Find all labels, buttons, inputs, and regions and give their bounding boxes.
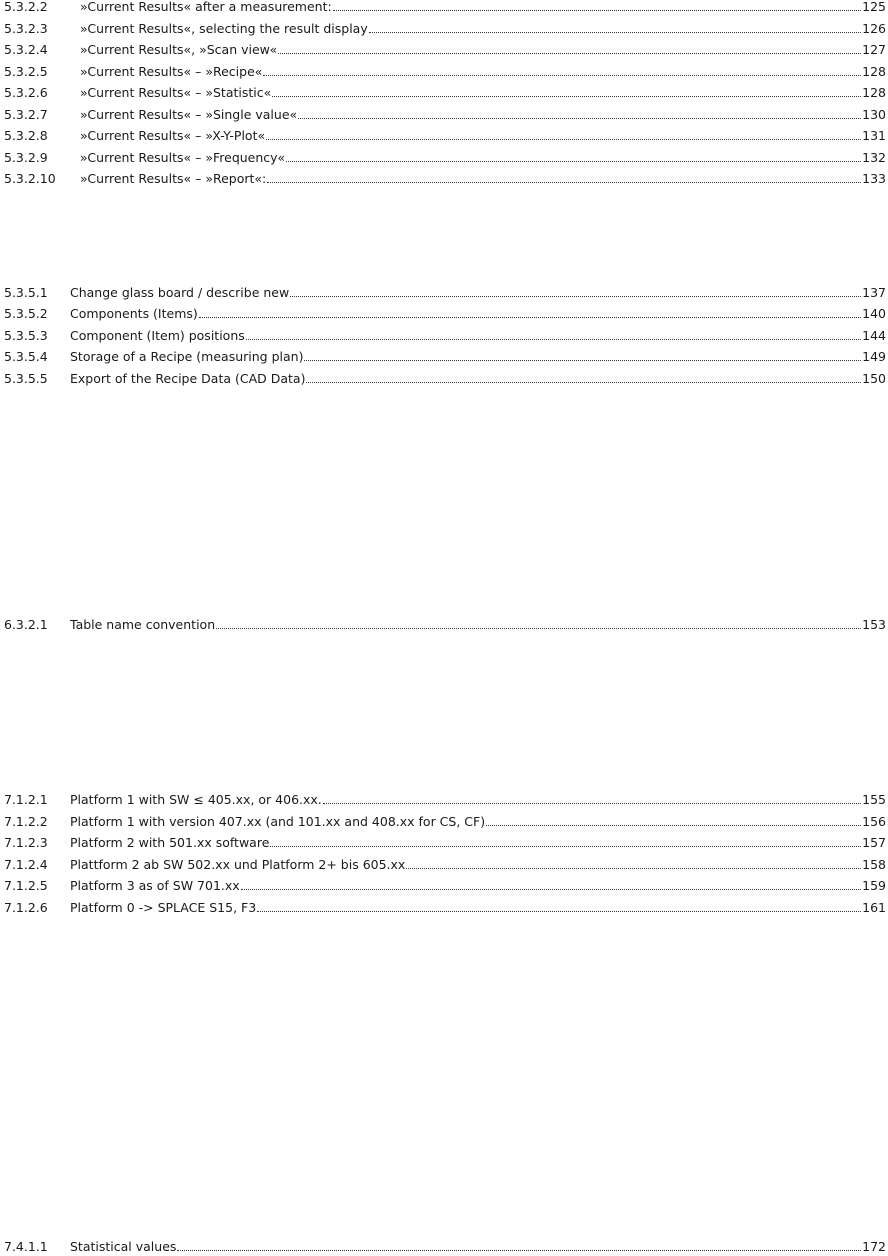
toc-entry-number: 7.1.2.6 [4, 900, 48, 915]
toc-entry-page: 131 [862, 128, 886, 143]
toc-entry[interactable] [4, 327, 886, 345]
toc-entry-page: 157 [862, 835, 886, 850]
toc-entry-number: 5.3.5.4 [4, 349, 48, 364]
toc-entry-page: 137 [862, 285, 886, 300]
toc-entry[interactable] [4, 63, 886, 81]
toc-entry[interactable] [4, 305, 886, 323]
toc-leader-dots [216, 616, 861, 629]
toc-entry[interactable] [4, 1238, 886, 1256]
toc-entry-number: 7.4.1.1 [4, 1239, 48, 1254]
toc-entry-title: »Current Results« – »X-Y-Plot« [80, 128, 266, 143]
toc-entry-title: Platform 0 -> SPLACE S15, F3 [70, 900, 257, 915]
toc-entry-title: »Current Results« – »Frequency« [80, 150, 285, 165]
toc-entry-number: 5.3.2.9 [4, 150, 48, 165]
toc-entry[interactable] [4, 791, 886, 809]
toc-entry-number: 5.3.2.2 [4, 0, 48, 14]
toc-entry[interactable] [4, 149, 886, 167]
toc-leader-dots [486, 813, 861, 826]
toc-entry-page: 172 [862, 1239, 886, 1254]
toc-leader-dots [257, 899, 861, 912]
toc-entry[interactable] [4, 0, 886, 16]
toc-entry-title: »Current Results«, »Scan view« [80, 42, 278, 57]
toc-entry-title: Statistical values [70, 1239, 177, 1254]
toc-entry-page: 156 [862, 814, 886, 829]
toc-entry[interactable] [4, 127, 886, 145]
toc-leader-dots [272, 84, 861, 97]
toc-entry-page: 153 [862, 617, 886, 632]
toc-entry[interactable] [4, 899, 886, 917]
toc-entry[interactable] [4, 170, 886, 188]
toc-entry-page: 144 [862, 328, 886, 343]
toc-entry-title: »Current Results« – »Single value« [80, 107, 298, 122]
toc-entry-number: 7.1.2.3 [4, 835, 48, 850]
toc-entry-page: 126 [862, 21, 886, 36]
toc-entry-title: Platform 2 with 501.xx software [70, 835, 270, 850]
toc-entry-number: 5.3.2.8 [4, 128, 48, 143]
toc-entry-number: 7.1.2.5 [4, 878, 48, 893]
toc-entry-page: 132 [862, 150, 886, 165]
toc-entry-title: Storage of a Recipe (measuring plan) [70, 349, 304, 364]
toc-entry-title: Platform 1 with version 407.xx (and 101.xx and 408.xx for CS, CF) [70, 814, 486, 829]
toc-leader-dots [369, 20, 861, 33]
toc-entry-number: 5.3.5.3 [4, 328, 48, 343]
toc-entry-title: Change glass board / describe new [70, 285, 290, 300]
toc-entry-title: Platform 3 as of SW 701.xx [70, 878, 240, 893]
toc-entry-title: »Current Results« – »Report«: [80, 171, 267, 186]
toc-entry-page: 140 [862, 306, 886, 321]
toc-entry-title: Component (Item) positions [70, 328, 245, 343]
toc-entry-number: 6.3.2.1 [4, 617, 48, 632]
toc-entry-page: 130 [862, 107, 886, 122]
toc-leader-dots [246, 327, 861, 340]
toc-entry-title: Platform 1 with SW ≤ 405.xx, or 406.xx. [70, 792, 322, 807]
toc-entry[interactable] [4, 284, 886, 302]
toc-entry-title: »Current Results«, selecting the result display [80, 21, 368, 36]
toc-entry-number: 7.1.2.2 [4, 814, 48, 829]
toc-entry-title: Plattform 2 ab SW 502.xx und Platform 2+ bis 605.xx [70, 857, 406, 872]
toc-leader-dots [278, 41, 861, 54]
toc-entry-title: »Current Results« – »Recipe« [80, 64, 263, 79]
toc-entry[interactable] [4, 616, 886, 634]
toc-entry[interactable] [4, 813, 886, 831]
toc-entry[interactable] [4, 348, 886, 366]
toc-leader-dots [333, 0, 861, 11]
toc-entry-number: 5.3.5.2 [4, 306, 48, 321]
toc-entry-page: 159 [862, 878, 886, 893]
toc-entry[interactable] [4, 834, 886, 852]
toc-leader-dots [406, 856, 861, 869]
toc-entry-number: 5.3.5.5 [4, 371, 48, 386]
toc-leader-dots [304, 348, 861, 361]
toc-entry-title: »Current Results« – »Statistic« [80, 85, 272, 100]
toc-entry[interactable] [4, 856, 886, 874]
toc-leader-dots [286, 149, 861, 162]
toc-leader-dots [177, 1238, 861, 1251]
toc-leader-dots [267, 170, 861, 183]
toc-entry-page: 158 [862, 857, 886, 872]
toc-entry-page: 127 [862, 42, 886, 57]
toc-entry[interactable] [4, 106, 886, 124]
toc-entry-number: 5.3.2.4 [4, 42, 48, 57]
toc-leader-dots [290, 284, 861, 297]
toc-entry-title: Table name convention [70, 617, 216, 632]
toc-entry[interactable] [4, 84, 886, 102]
toc-entry-page: 149 [862, 349, 886, 364]
toc-leader-dots [298, 106, 861, 119]
toc-entry-title: Export of the Recipe Data (CAD Data) [70, 371, 306, 386]
toc-entry-number: 5.3.5.1 [4, 285, 48, 300]
toc-entry-page: 128 [862, 85, 886, 100]
toc-entry-number: 7.1.2.4 [4, 857, 48, 872]
toc-entry[interactable] [4, 20, 886, 38]
toc-entry-page: 128 [862, 64, 886, 79]
toc-leader-dots [306, 370, 861, 383]
toc-leader-dots [266, 127, 861, 140]
toc-leader-dots [270, 834, 861, 847]
toc-entry[interactable] [4, 877, 886, 895]
toc-entry-page: 155 [862, 792, 886, 807]
toc-leader-dots [199, 305, 861, 318]
toc-entry-number: 5.3.2.10 [4, 171, 56, 186]
toc-leader-dots [323, 791, 861, 804]
toc-entry[interactable] [4, 370, 886, 388]
toc-entry-number: 5.3.2.7 [4, 107, 48, 122]
toc-entry-title: »Current Results« after a measurement: [80, 0, 332, 14]
toc-entry-page: 133 [862, 171, 886, 186]
toc-entry-page: 161 [862, 900, 886, 915]
toc-entry-number: 5.3.2.3 [4, 21, 48, 36]
toc-entry-number: 5.3.2.5 [4, 64, 48, 79]
toc-entry-number: 5.3.2.6 [4, 85, 48, 100]
toc-entry-page: 125 [862, 0, 886, 14]
toc-entry-page: 150 [862, 371, 886, 386]
toc-leader-dots [263, 63, 861, 76]
toc-leader-dots [241, 877, 861, 890]
toc-entry-title: Components (Items) [70, 306, 198, 321]
toc-entry[interactable] [4, 41, 886, 59]
toc-entry-number: 7.1.2.1 [4, 792, 48, 807]
